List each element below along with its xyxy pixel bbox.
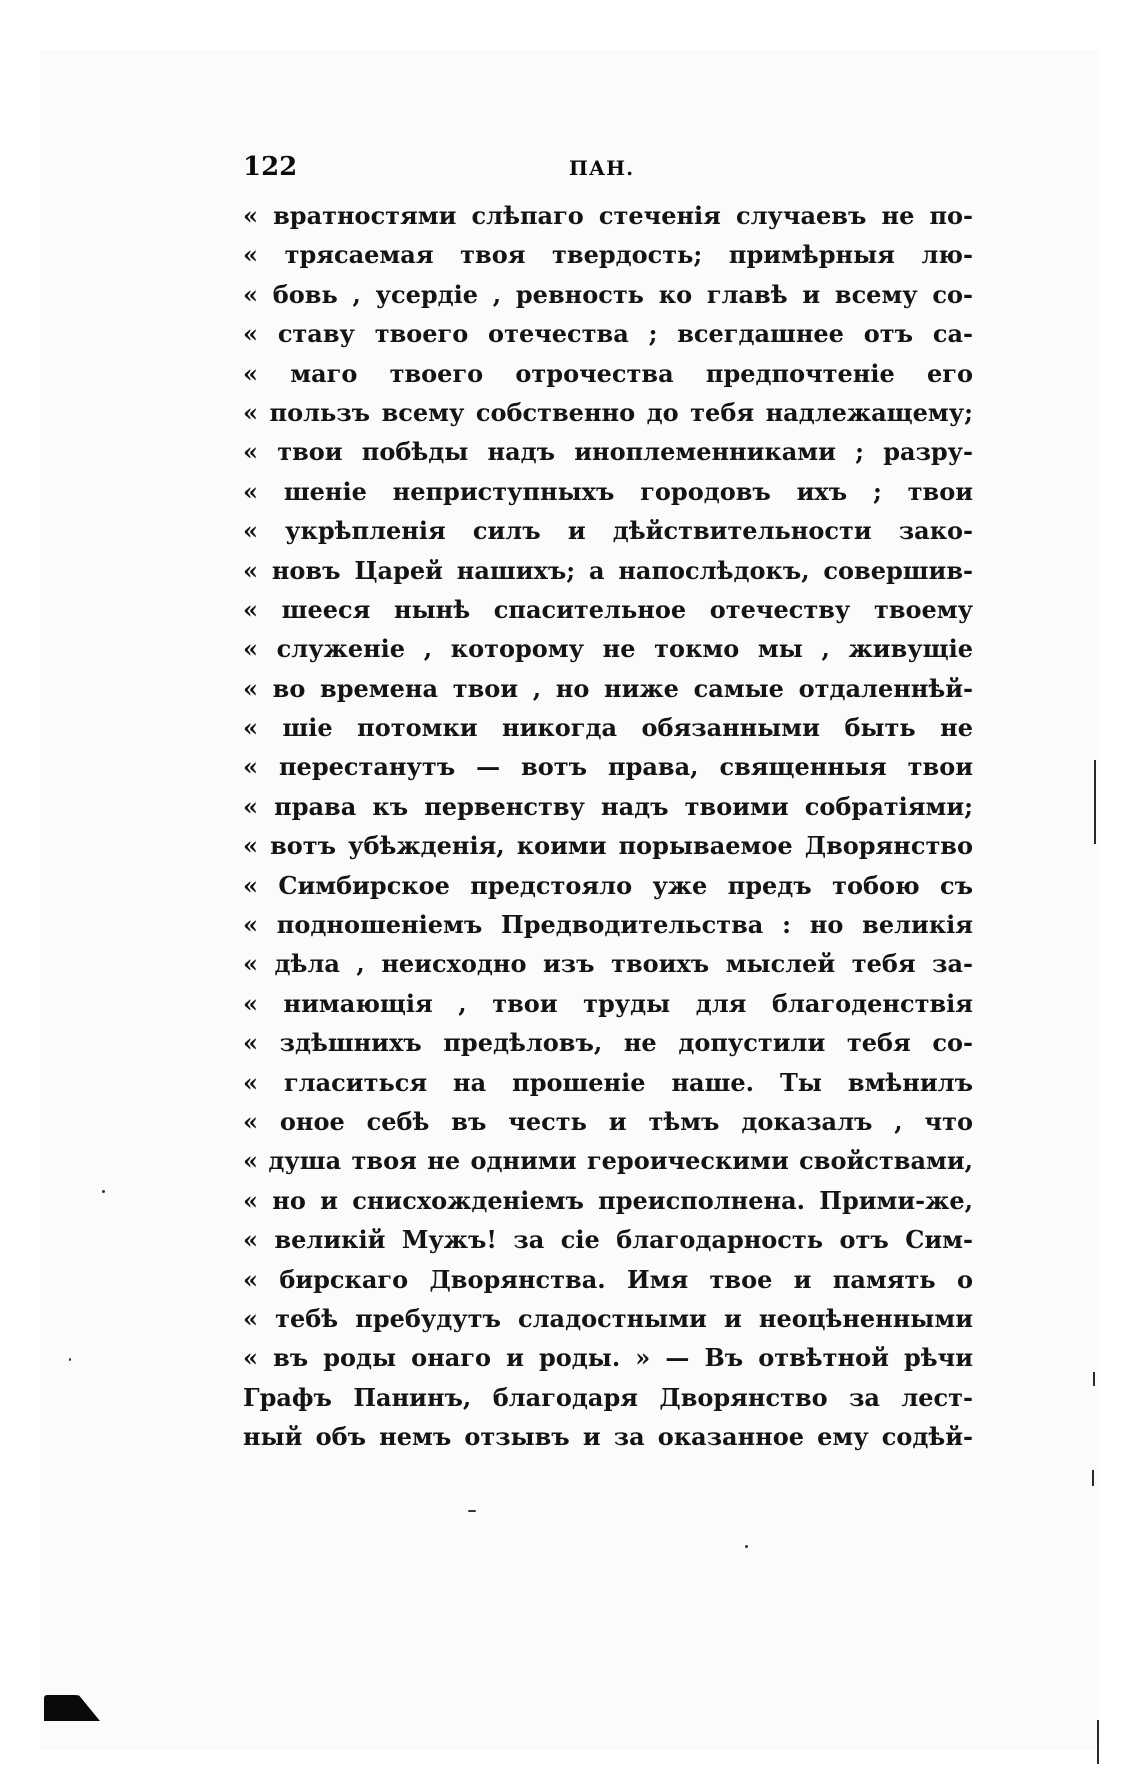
text-line: « тебѣ пребудутъ сладостными и неоцѣненными [243,1303,973,1333]
text-line: « твои побѣды надъ иноплеменниками ; разру- [243,437,973,467]
margin-rule-mark [1094,760,1096,844]
text-line: « здѣшнихъ предѣловъ, не допустили тебя со- [243,1028,973,1058]
text-line: « маго твоего отрочества предпочтеніе его [243,358,973,388]
text-line: « шееся нынѣ спасительное отечеству твоему [243,594,973,624]
page-header [243,152,973,182]
text-line: « великій Мужъ! за сіе благодарность отъ Сим- [243,1225,973,1255]
text-line: « нимающія , твои труды для благоденствія [243,988,973,1018]
text-line: ный объ немъ отзывъ и за оказанное ему содѣй- [243,1422,973,1452]
text-line: « въ роды онаго и роды. » — Въ отвѣтной рѣчи [243,1343,973,1373]
margin-rule-mark [1097,1720,1099,1764]
text-line: « подношеніемъ Предводительства : но великія [243,910,973,940]
scan-speck [468,1510,476,1512]
text-line: « ставу твоего отечества ; всегдашнее отъ са- [243,319,973,349]
text-line: « во времена твои , но ниже самые отдаленнѣй- [243,673,973,703]
text-line: « служеніе , которому не токмо мы , живущіе [243,634,973,664]
text-line: « вратностями слѣпаго стеченія случаевъ не по- [243,201,973,230]
text-line: Графъ Панинъ, благодаря Дворянство за лест- [243,1382,973,1412]
text-line: « оное себѣ въ честь и тѣмъ доказалъ , что [243,1106,973,1136]
text-line: « Симбирское предстояло уже предъ тобою съ [243,870,973,900]
margin-rule-mark [1093,1372,1095,1386]
page-number: 122 [243,152,298,182]
text-line: « трясаемая твоя твердость; примѣрныя лю- [243,240,973,270]
text-line: « пользъ всему собственно до тебя надлежащему; [243,397,973,427]
running-head: ПАН. [569,156,635,180]
text-line: « гласиться на прошеніе наше. Ты вмѣнилъ [243,1067,973,1097]
text-line: « новъ Царей нашихъ; а напослѣдокъ, совершив- [243,555,973,585]
text-line: « вотъ убѣжденія, коими порываемое Дворянство [243,831,973,861]
scan-speck [745,1545,748,1548]
scan-speck [102,1190,105,1193]
text-line: « укрѣпленія силъ и дѣйствительности зако- [243,516,973,546]
text-line: « шіе потомки никогда обязанными быть не [243,713,973,743]
text-line: « шеніе неприступныхъ городовъ ихъ ; твои [243,476,973,506]
scan-speck [69,1358,71,1361]
text-line: « дѣла , неисходно изъ твоихъ мыслей тебя за- [243,949,973,979]
text-line: « бирскаго Дворянства. Имя твое и память о [243,1264,973,1294]
text-line: « душа твоя не одними героическими свойствами, [243,1146,973,1176]
margin-rule-mark [1092,1470,1094,1486]
text-line: « но и снисхожденіемъ преисполнена. Прими-же, [243,1185,973,1215]
text-line: « перестанутъ — вотъ права, священныя твои [243,752,973,782]
body-text [243,196,973,1457]
text-line: « бовь , усердіе , ревность ко главѣ и всему со- [243,279,973,309]
text-line: « права къ первенству надъ твоими собратіями; [243,791,973,821]
